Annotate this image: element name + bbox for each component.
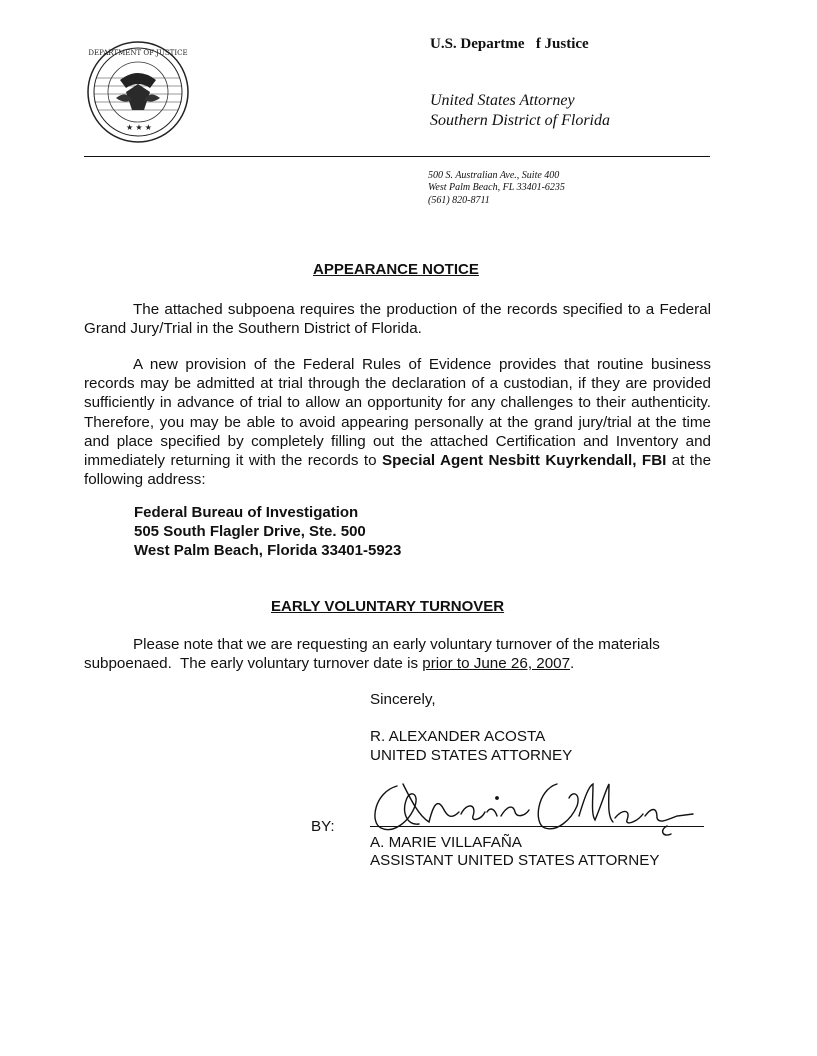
office-district: Southern District of Florida bbox=[430, 112, 610, 129]
office-phone: (561) 820-8711 bbox=[428, 195, 490, 206]
notice-paragraph-1 bbox=[84, 300, 711, 338]
signer-title: ASSISTANT UNITED STATES ATTORNEY bbox=[370, 852, 660, 869]
notice-paragraph-2 bbox=[84, 355, 711, 489]
signer-name: A. MARIE VILLAFAÑA bbox=[370, 834, 522, 851]
svg-text:DEPARTMENT OF JUSTICE: DEPARTMENT OF JUSTICE bbox=[88, 49, 188, 57]
by-label: BY: bbox=[311, 818, 335, 835]
turnover-line-2 bbox=[84, 655, 574, 672]
office-address-city: West Palm Beach, FL 33401-6235 bbox=[428, 182, 565, 193]
letterhead-rule bbox=[84, 156, 710, 157]
us-attorney-name: R. ALEXANDER ACOSTA bbox=[370, 728, 546, 745]
fbi-address-line1: Federal Bureau of Investigation bbox=[134, 504, 359, 521]
us-attorney-title: UNITED STATES ATTORNEY bbox=[370, 747, 573, 764]
closing-sincerely: Sincerely, bbox=[370, 691, 436, 708]
fbi-address-line3: West Palm Beach, Florida 33401-5923 bbox=[134, 542, 402, 559]
turnover-line-2-lead: subpoenaed. The early voluntary turnover date is bbox=[84, 655, 423, 672]
appearance-notice-title: APPEARANCE NOTICE bbox=[313, 261, 479, 278]
special-agent-name: Special Agent Nesbitt Kuyrkendall, FBI bbox=[381, 452, 667, 470]
notice-paragraph-1-text: The attached subpoena requires the production of the records specified to a Federal Grand Jury/Trial in the Southern District of Florida. bbox=[84, 301, 711, 338]
signature-line bbox=[370, 826, 704, 827]
turnover-title: EARLY VOLUNTARY TURNOVER bbox=[271, 598, 505, 615]
office-address-street: 500 S. Australian Ave., Suite 400 bbox=[428, 170, 560, 181]
handwritten-signature-icon bbox=[367, 776, 697, 840]
office-title: United States Attorney bbox=[430, 92, 575, 109]
svg-text:★ ★ ★: ★ ★ ★ bbox=[126, 123, 152, 132]
doj-seal-icon bbox=[86, 40, 190, 144]
turnover-line-2-tail: . bbox=[570, 655, 575, 672]
department-name: U.S. Departme f Justice bbox=[430, 36, 589, 52]
fbi-address-line2: 505 South Flagler Drive, Ste. 500 bbox=[134, 523, 366, 540]
turnover-line-1: Please note that we are requesting an early voluntary turnover of the materials bbox=[133, 636, 660, 653]
notice-paragraph-2-tail: at the following address: bbox=[84, 452, 712, 489]
turnover-date: prior to June 26, 2007 bbox=[422, 655, 571, 672]
notice-paragraph-2-lead: A new provision of the Federal Rules of Evidence provides that routine business records may be admitted at trial through the declaration of a custodian, if they are provided sufficiently in advance of trial to allow an opportunity for any challenges to their authenticity. Therefore, you may be able to avoid appearing personally at the grand jury/trial at the time and place specified by completely filling out the attached Certification and Inventory and immediately returning it with the records to bbox=[84, 356, 711, 470]
